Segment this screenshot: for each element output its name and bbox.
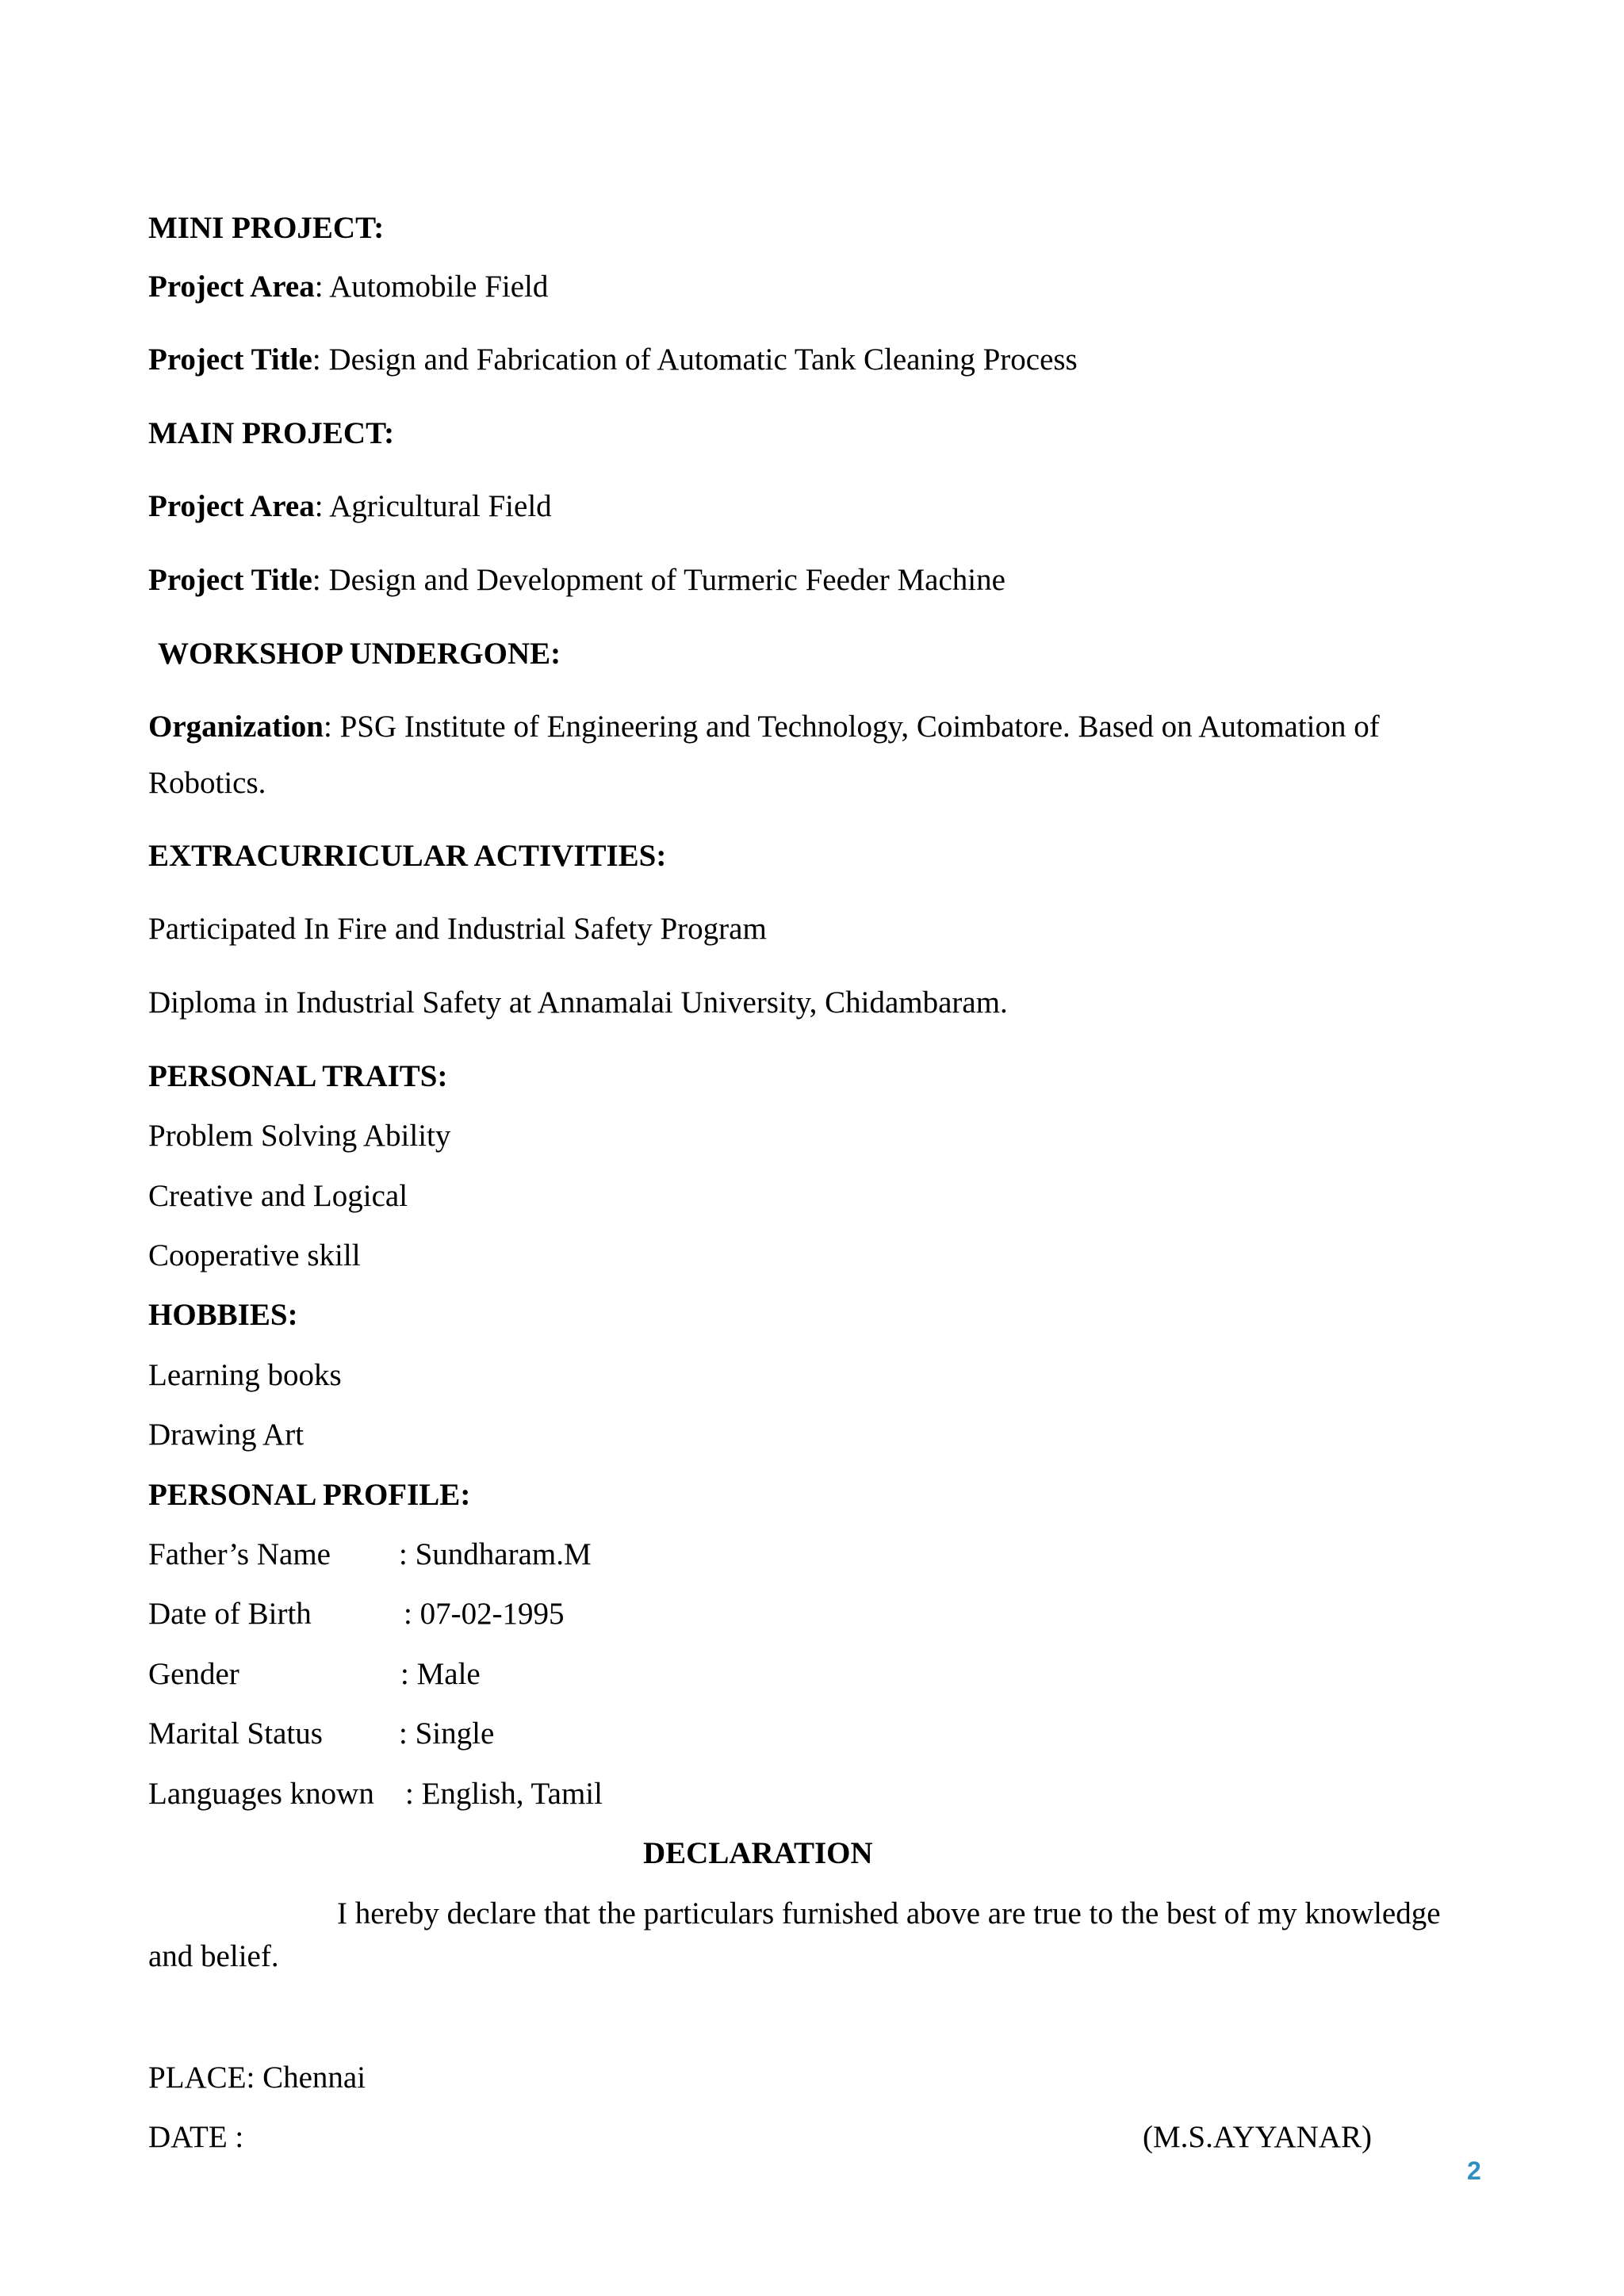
page-number: 2 [1467,2156,1481,2185]
profile-row-languages [148,1778,374,1809]
main-project-heading: MAIN PROJECT: [148,416,395,450]
profile-value: : Single [399,1716,495,1751]
main-project-title [148,564,1005,595]
profile-label: Languages known [148,1777,374,1811]
profile-row-gender [148,1659,239,1689]
workshop-org-value: : PSG Institute of Engineering and Technology, Coimbatore. Based on Automation of [324,710,1380,744]
profile-label: Date of Birth [148,1597,312,1631]
place: PLACE: Chennai [148,2061,366,2095]
main-project-area [148,491,552,522]
profile-row-father [148,1539,331,1570]
profile-value: : Male [400,1657,481,1691]
date: DATE : [148,2120,244,2154]
trait-item: Problem Solving Ability [148,1119,451,1153]
traits-heading: PERSONAL TRAITS: [148,1059,448,1093]
mini-project-title-label: Project Title [148,342,312,377]
mini-project-area [148,271,548,302]
trait-item: Cooperative skill [148,1238,361,1272]
profile-heading: PERSONAL PROFILE: [148,1478,471,1512]
workshop-heading: WORKSHOP UNDERGONE: [158,637,561,671]
workshop-org-continuation: Robotics. [148,766,266,800]
mini-project-area-label: Project Area [148,270,315,304]
declaration-text-line1: I hereby declare that the particulars furnished above are true to the best of my knowledge [337,1896,1441,1931]
workshop-org-label: Organization [148,710,324,744]
mini-project-title-value: : Design and Fabrication of Automatic Tank Cleaning Process [312,342,1078,377]
extracurricular-heading: EXTRACURRICULAR ACTIVITIES: [148,839,667,873]
extracurricular-item: Participated In Fire and Industrial Safety Program [148,912,767,946]
profile-row-marital [148,1718,323,1749]
trait-item: Creative and Logical [148,1179,408,1213]
main-project-title-value: : Design and Development of Turmeric Feeder Machine [312,563,1005,597]
profile-value: : Sundharam.M [399,1537,592,1571]
declaration-text-line2: and belief. [148,1939,279,1973]
mini-project-heading: MINI PROJECT: [148,211,385,245]
profile-label: Father’s Name [148,1537,331,1571]
profile-label: Gender [148,1657,239,1691]
profile-row-dob [148,1598,312,1629]
mini-project-title [148,344,1078,375]
profile-value: : English, Tamil [405,1777,603,1811]
mini-project-area-value: : Automobile Field [314,270,549,304]
hobby-item: Drawing Art [148,1418,304,1452]
workshop-organization [148,711,1380,742]
signature: (M.S.AYYANAR) [1143,2120,1372,2154]
extracurricular-item: Diploma in Industrial Safety at Annamalai University, Chidambaram. [148,985,1008,1020]
profile-label: Marital Status [148,1716,323,1751]
main-project-area-value: : Agricultural Field [314,489,552,523]
hobbies-heading: HOBBIES: [148,1298,298,1332]
main-project-area-label: Project Area [148,489,315,523]
hobby-item: Learning books [148,1358,342,1392]
main-project-title-label: Project Title [148,563,312,597]
declaration-heading: DECLARATION [643,1836,873,1870]
profile-value: : 07-02-1995 [404,1597,565,1631]
